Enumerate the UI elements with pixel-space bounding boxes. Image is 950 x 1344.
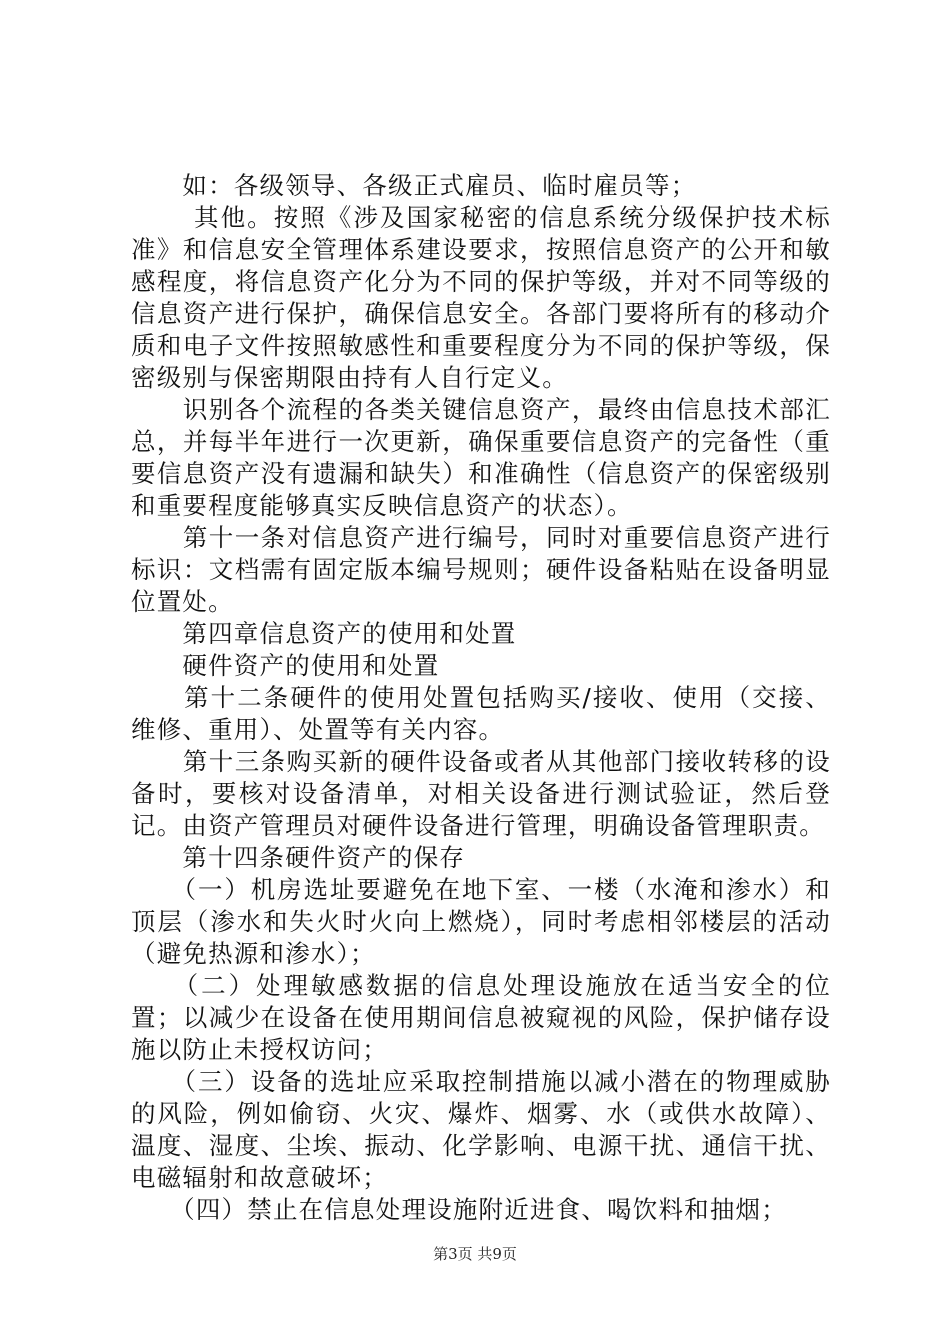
list-item-2: （二）处理敏感数据的信息处理设施放在适当安全的位置；以减少在设备在使用期间信息被窥视的风险，保护储存设施以防止未授权访问； [131,971,831,1064]
paragraph-4: 第十一条对信息资产进行编号，同时对重要信息资产进行标识：文档需有固定版本编号规则；硬件设备粘贴在设备明显位置处。 [131,523,831,616]
section-heading: 硬件资产的使用和处置 [131,651,440,680]
paragraph-7: 第十四条硬件资产的保存 [131,843,466,872]
page-number-footer: 第3页 共9页 [433,1245,517,1263]
document-body [131,170,831,1226]
paragraph-3: 识别各个流程的各类关键信息资产，最终由信息技术部汇总，并每半年进行一次更新，确保重要信息资产的完备性（重要信息资产没有遗漏和缺失）和准确性（信息资产的保密级别和重要程度能够真实反映信息资产的状态）。 [131,395,831,520]
paragraph-1: 如：各级领导、各级正式雇员、临时雇员等； [131,171,697,200]
paragraph-5: 第十二条硬件的使用处置包括购买/接收、使用（交接、维修、重用）、处置等有关内容。 [131,683,831,744]
chapter-heading: 第四章信息资产的使用和处置 [131,619,517,648]
list-item-4: （四）禁止在信息处理设施附近进食、喝饮料和抽烟； [131,1195,787,1224]
paragraph-6: 第十三条购买新的硬件设备或者从其他部门接收转移的设备时，要核对设备清单，对相关设备进行测试验证，然后登记。由资产管理员对硬件设备进行管理，明确设备管理职责。 [131,747,831,840]
paragraph-2: 其他。按照《涉及国家秘密的信息系统分级保护技术标准》和信息安全管理体系建设要求，按照信息资产的公开和敏感程度，将信息资产化分为不同的保护等级，并对不同等级的信息资产进行保护，确保信息安全。各部门要将所有的移动介质和电子文件按照敏感性和重要程度分为不同的保护等级，保密级别与保密期限由持有人自行定义。 [131,203,831,392]
list-item-1: （一）机房选址要避免在地下室、一楼（水淹和渗水）和顶层（渗水和失火时火向上燃烧），同时考虑相邻楼层的活动（避免热源和渗水）； [131,875,831,968]
list-item-3: （三）设备的选址应采取控制措施以减小潜在的物理威胁的风险，例如偷窃、火灾、爆炸、烟雾、水（或供水故障）、温度、湿度、尘埃、振动、化学影响、电源干扰、通信干扰、电磁辐射和故意破坏； [131,1067,831,1192]
